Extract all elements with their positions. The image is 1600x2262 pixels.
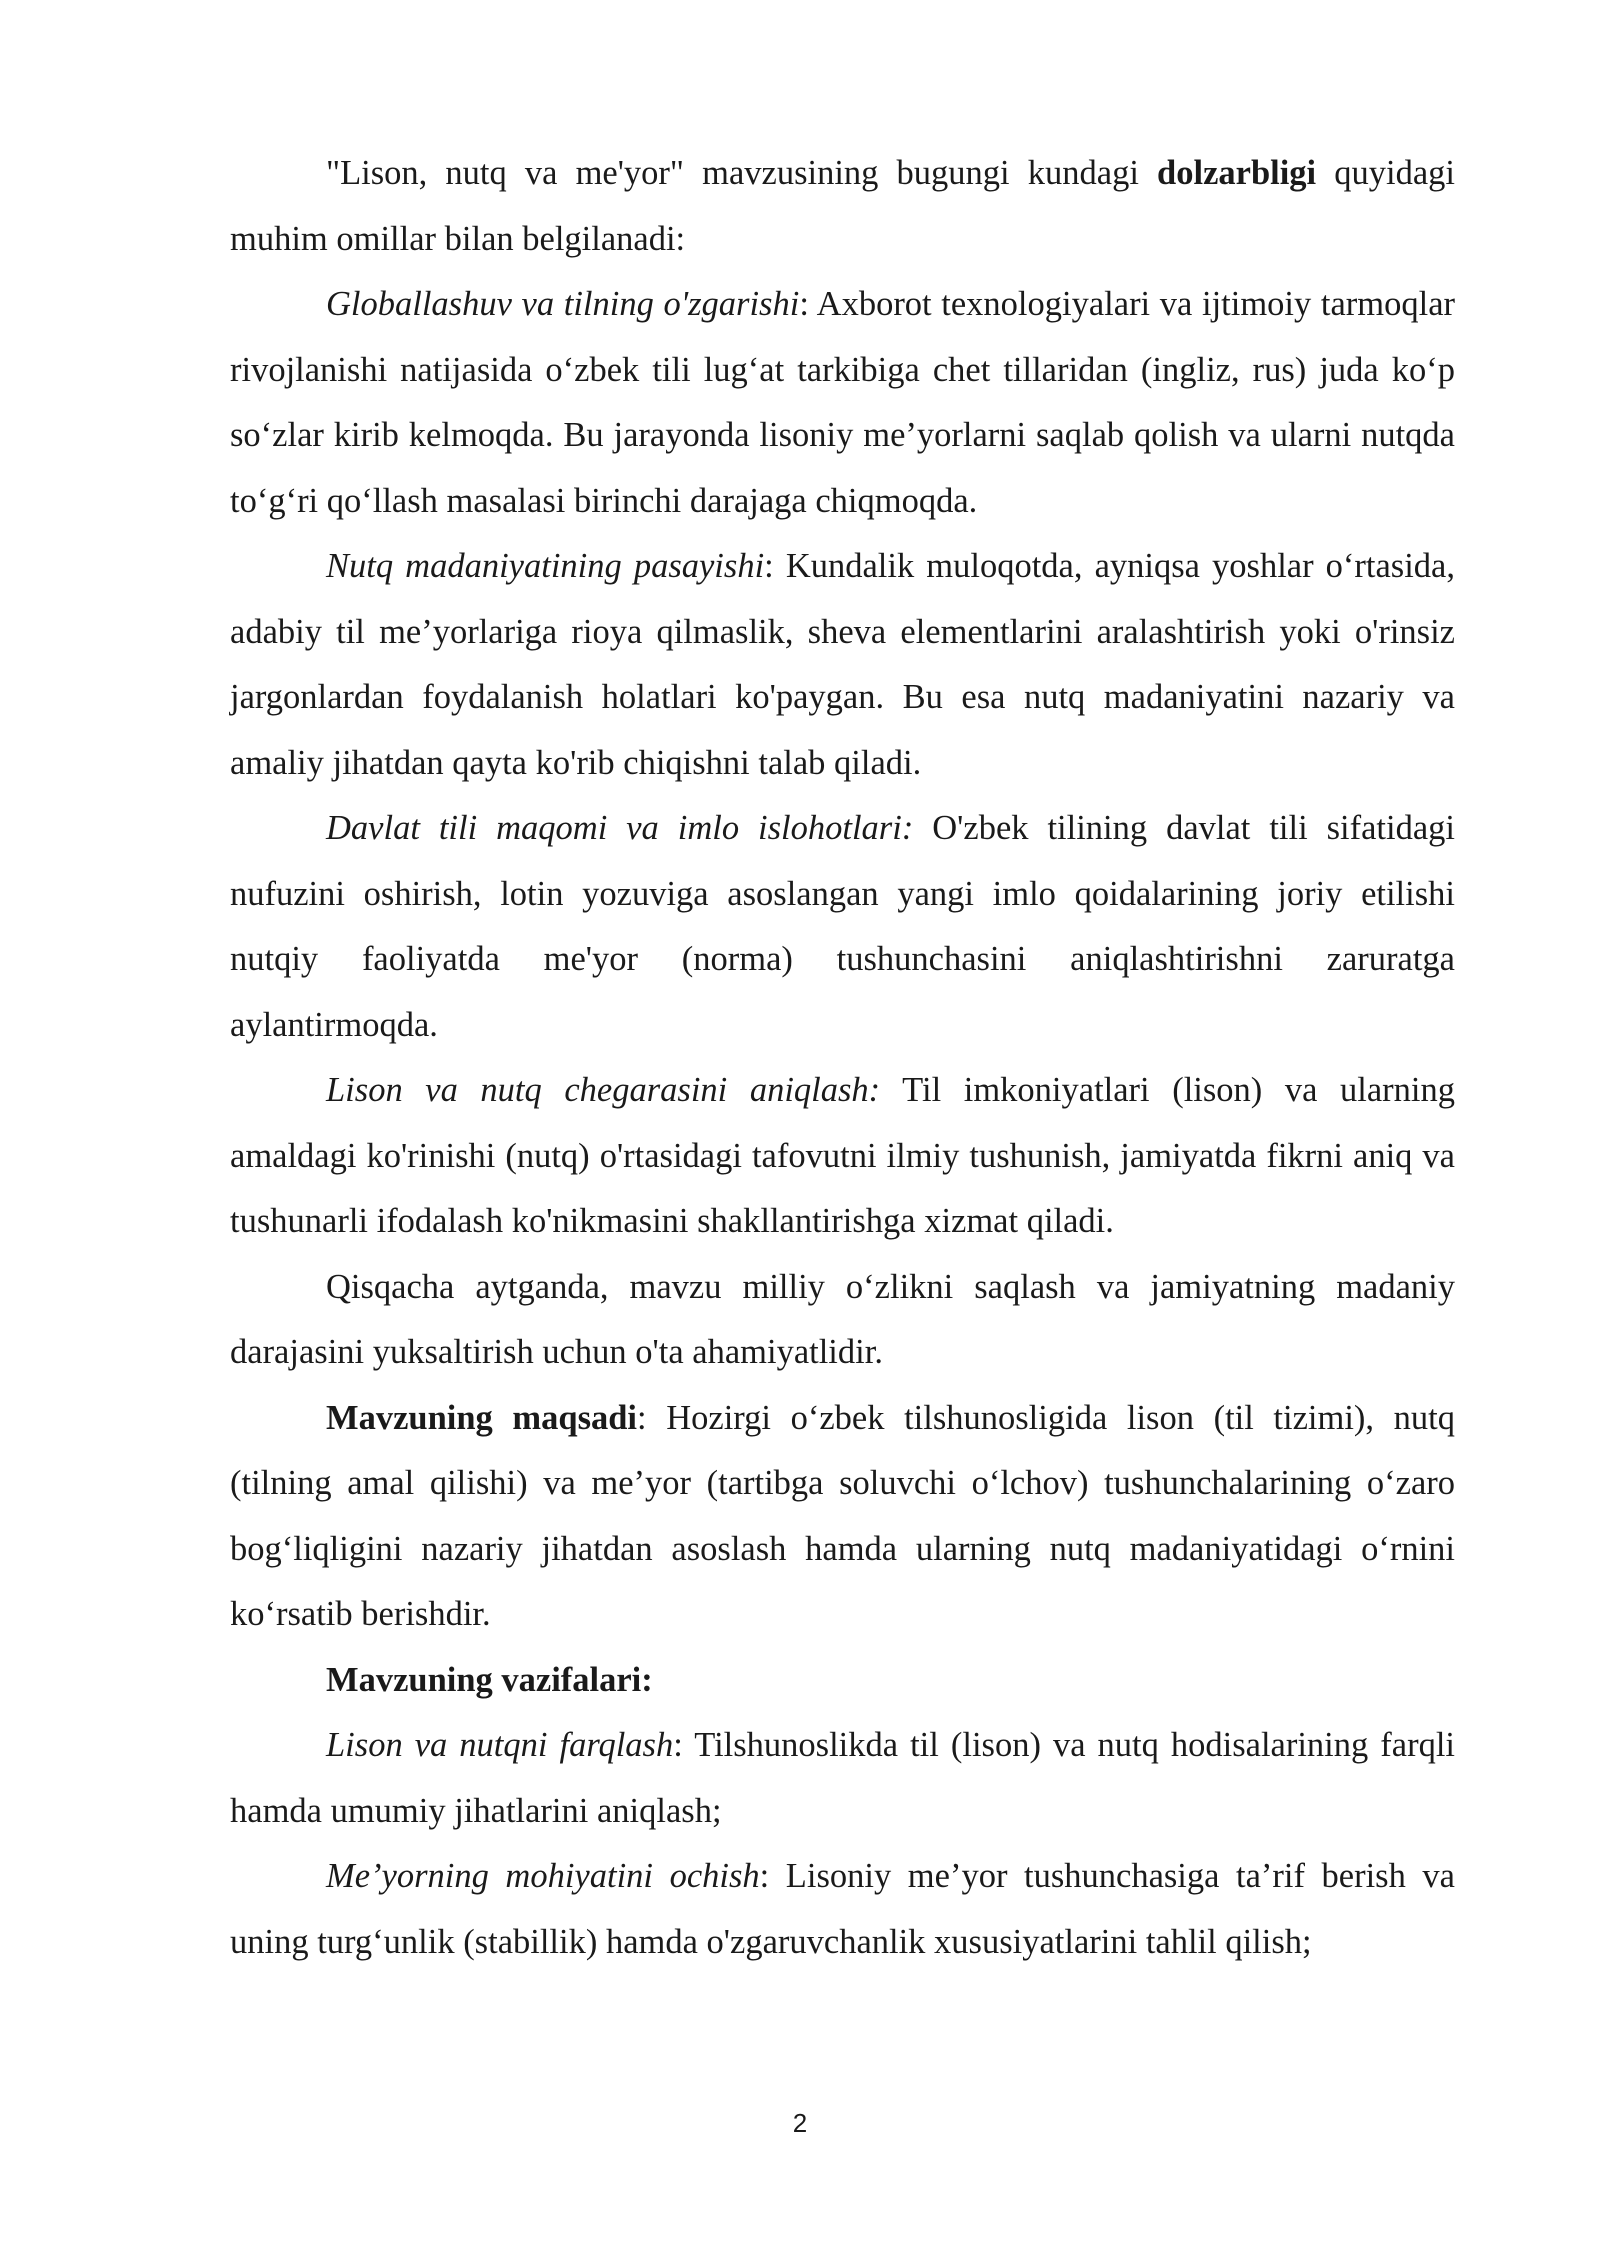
paragraph-relevance-intro xyxy=(230,141,1455,272)
intro-bold-term: dolzarbligi xyxy=(1157,154,1317,192)
summary-text: Qisqacha aytganda, mavzu milliy oʻzlikni saqlash va jamiyatning madaniy darajasini yuksaltirish uchun o'ta ahamiyatlidir. xyxy=(230,1267,1455,1371)
tasks-heading: Mavzuning vazifalari: xyxy=(326,1660,653,1699)
globalization-term: Globallashuv va tilning o'zgarishi xyxy=(326,285,800,323)
goal-text: : Hozirgi oʻzbek tilshunosligida lison (til tizimi), nutq (tilning amal qilishi) va me’yor (tartibga soluvchi oʻlchov) tushunchalarining oʻzaro bogʻliqligini nazariy jihatdan asoslash hamda ularning nutq madaniyatidagi oʻrnini koʻrsatib berishdir. xyxy=(230,1398,1455,1633)
globalization-text: : Axborot texnologiyalari va ijtimoiy tarmoqlar rivojlanishi natijasida oʻzbek tili lugʻat tarkibiga chet tillaridan (ingliz, rus) juda koʻp soʻzlar kirib kelmoqda. Bu jarayonda lisoniy me’yorlarni saqlab qolish va ularni nutqda toʻgʻri qoʻllash masalasi birinchi darajaga chiqmoqda. xyxy=(230,285,1455,520)
page-body xyxy=(230,141,1455,1975)
paragraph-summary xyxy=(230,1255,1455,1386)
paragraph-tasks-heading xyxy=(230,1648,1455,1714)
boundary-term: Lison va nutq chegarasini aniqlash: xyxy=(326,1071,881,1109)
state-language-text: O'zbek tilining davlat tili sifatidagi nufuzini oshirish, lotin yozuviga asoslangan yangi imlo qoidalarining joriy etilishi nutqiy faoliyatda me'yor (norma) tushunchasini aniqlashtirishni zaruratga aylantirmoqda. xyxy=(230,809,1455,1044)
state-language-term: Davlat tili maqomi va imlo islohotlari: xyxy=(326,809,914,847)
speech-culture-text: : Kundalik muloqotda, ayniqsa yoshlar oʻrtasida, adabiy til me’yorlariga rioya qilmaslik, sheva elementlarini aralashtirish yoki o'rinsiz jargonlardan foydalanish holatlari ko'paygan. Bu esa nutq madaniyatini nazariy va amaliy jihatdan qayta ko'rib chiqishni talab qiladi. xyxy=(230,547,1455,782)
task-distinguish-term: Lison va nutqni farqlash xyxy=(326,1726,674,1764)
boundary-text: Til imkoniyatlari (lison) va ularning amaldagi ko'rinishi (nutq) o'rtasidagi tafovutni ilmiy tushunish, jamiyatda fikrni aniq va tushunarli ifodalash ko'nikmasini shakllantirishga xizmat qiladi. xyxy=(230,1071,1455,1240)
task-norm-text: : Lisoniy me’yor tushunchasiga ta’rif berish va uning turgʻunlik (stabillik) hamda o'zgaruvchanlik xususiyatlarini tahlil qilish; xyxy=(230,1857,1455,1961)
speech-culture-term: Nutq madaniyatining pasayishi xyxy=(326,547,765,585)
intro-text-end: quyidagi muhim omillar bilan belgilanadi: xyxy=(230,154,1455,258)
task-norm-term: Me’yorning mohiyatini ochish xyxy=(326,1857,760,1895)
paragraph-speech-culture xyxy=(230,534,1455,796)
paragraph-task-distinguish xyxy=(230,1713,1455,1844)
paragraph-task-norm xyxy=(230,1844,1455,1975)
page-number: 2 xyxy=(792,2108,808,2138)
paragraph-boundary xyxy=(230,1058,1455,1255)
intro-text-start: "Lison, nutq va me'yor" mavzusining bugungi kundagi xyxy=(326,154,1158,192)
paragraph-goal xyxy=(230,1386,1455,1648)
goal-heading: Mavzuning maqsadi xyxy=(326,1398,638,1437)
paragraph-state-language xyxy=(230,796,1455,1058)
task-distinguish-text: : Tilshunoslikda til (lison) va nutq hodisalarining farqli hamda umumiy jihatlarini aniqlash; xyxy=(230,1726,1455,1830)
paragraph-globalization xyxy=(230,272,1455,534)
